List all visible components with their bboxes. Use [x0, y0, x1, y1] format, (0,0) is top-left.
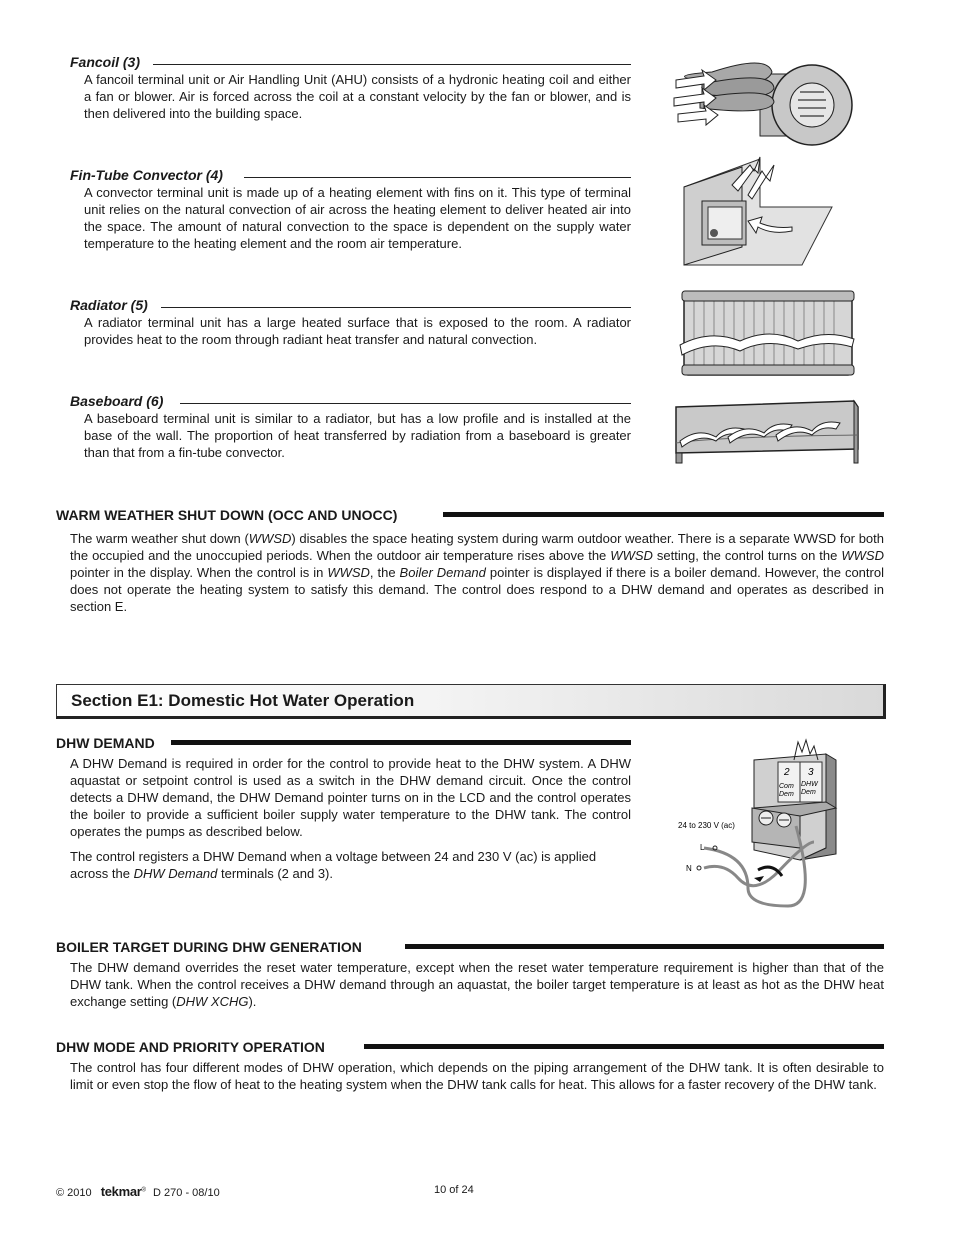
wwsd-text: The warm weather shut down (WWSD) disables the space heating system during warm outdoor weather. There is a separate WWSD for both the occupied and the unoccupied periods. When the outdoor air temperature rises above the WWSD setting, the control turns on the WWSD pointer in the display. When the control is in WWSD, the Boiler Demand pointer is displayed if there is a boiler demand. However, the control does not operate the heating system to satisfy this demand. The control does respond to a DHW demand and operates as described in section E.: [70, 531, 884, 614]
radiator-rule: [161, 307, 631, 308]
radiator-illustration: [678, 289, 860, 379]
radiator-text: A radiator terminal unit has a large heated surface that is exposed to the room. A radiator provides heat to the room through radiant heat transfer and natural convection.: [84, 315, 631, 347]
baseboard-rule: [180, 403, 631, 404]
fintube-text: A convector terminal unit is made up of a heating element with fins on it. This type of terminal unit relies on the natural convection of air across the heating element to deliver heated air into the space. The amount of natural convection to the space is dependent on the supply water temperature to the heating element and the room air temperature.: [84, 185, 631, 251]
section-e1-title: Section E1: Domestic Hot Water Operation: [71, 691, 415, 710]
baseboard-heading: Baseboard (6): [70, 393, 164, 409]
baseboard-text: A baseboard terminal unit is similar to a radiator, but has a low profile and is installed at the base of the wall. The proportion of heat transferred by radiation from a baseboard is greater than that from a fin-tube convector.: [84, 411, 631, 460]
dhw-mode-heading: DHW MODE AND PRIORITY OPERATION: [56, 1039, 325, 1055]
boiler-target-heading-bar: [405, 944, 884, 949]
fintube-rule: [244, 177, 631, 178]
registered-mark: ®: [141, 1187, 146, 1194]
dem-label-2: Dem: [801, 789, 816, 796]
terminal-3-label: 3: [808, 767, 814, 778]
tekmar-logo: tekmar: [100, 1184, 142, 1199]
wwsd-heading-bar: [443, 512, 884, 517]
boiler-target-heading: BOILER TARGET DURING DHW GENERATION: [56, 939, 362, 955]
line-label: L: [700, 843, 705, 852]
copyright: © 2010: [56, 1187, 92, 1199]
voltage-label: 24 to 230 V (ac): [678, 821, 735, 830]
radiator-heading: Radiator (5): [70, 297, 148, 313]
dhw-demand-heading-bar: [171, 740, 631, 745]
dhw-label: DHW: [801, 781, 818, 788]
terminal-2-label: 2: [784, 767, 790, 778]
fintube-heading: Fin-Tube Convector (4): [70, 167, 223, 183]
fancoil-illustration: [672, 52, 856, 148]
dhw-mode-heading-bar: [364, 1044, 884, 1049]
fancoil-text: A fancoil terminal unit or Air Handling Unit (AHU) consists of a hydronic heating coil and either a fan or blower. Air is forced across the coil at a constant velocity by the fan or blower, and is then delivered into the building space.: [84, 72, 631, 121]
boiler-target-text: The DHW demand overrides the reset water temperature, except when the reset water temperature requirement is higher than that of the DHW tank. When the control receives a DHW demand through an aquastat, the boiler target temperature is at least as hot as the DHW heat exchange setting (DHW XCHG).: [70, 960, 884, 1009]
footer-left: [56, 1184, 220, 1199]
document-number: D 270 - 08/10: [153, 1187, 220, 1199]
dhw-demand-heading: DHW DEMAND: [56, 735, 155, 751]
section-e1-banner: [56, 684, 886, 719]
baseboard-illustration: [668, 397, 864, 467]
fintube-illustration: [682, 155, 834, 267]
neutral-label: N: [686, 864, 692, 873]
fancoil-heading: Fancoil (3): [70, 54, 141, 70]
wwsd-heading: WARM WEATHER SHUT DOWN (OCC AND UNOCC): [56, 507, 398, 523]
page-number: 10 of 24: [434, 1184, 474, 1196]
dhw-demand-para2: The control registers a DHW Demand when a voltage between 24 and 230 V (ac) is applied across the DHW Demand terminals (2 and 3).: [70, 849, 597, 881]
dhw-mode-text: The control has four different modes of DHW operation, which depends on the piping arrangement of the DHW tank. It is often desirable to limit or even stop the flow of heat to the heating system when the DHW tank calls for heat. This allows for a faster recovery of the DHW tank.: [70, 1060, 884, 1092]
dhw-wiring-diagram: [674, 738, 874, 910]
dhw-demand-para1: A DHW Demand is required in order for the control to provide heat to the DHW system. A DHW aquastat or setpoint control is used as a switch in the DHW demand circuit. Once the control detects a DHW demand, the DHW Demand pointer turns on in the LCD and the control operates the boiler to provide a sufficient boiler supply water temperature to the DHW tank. The control operates the pumps as described below.: [70, 756, 631, 839]
fancoil-rule: [153, 64, 631, 65]
com-label: Com: [779, 783, 794, 790]
dem-label-1: Dem: [779, 791, 794, 798]
